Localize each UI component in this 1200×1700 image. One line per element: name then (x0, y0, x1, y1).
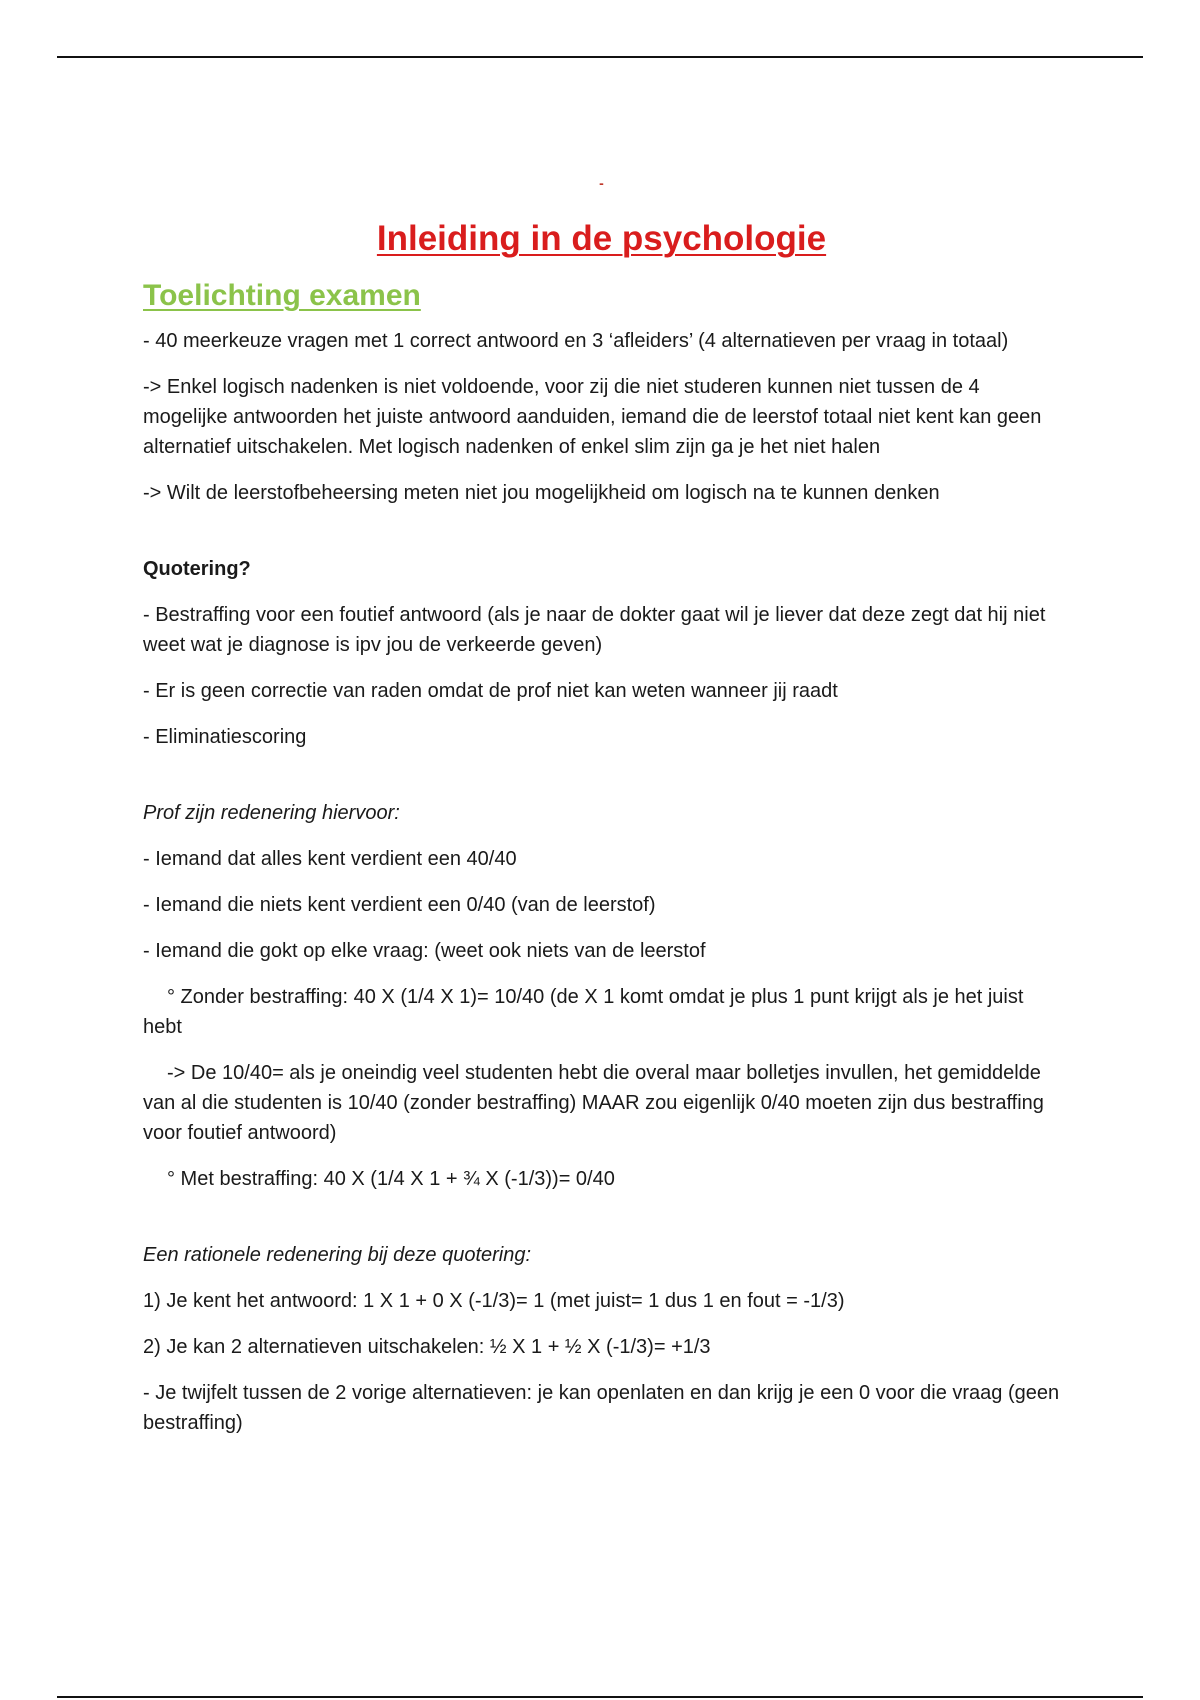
quotering-item: - Bestraffing voor een foutief antwoord (als je naar de dokter gaat wil je liever dat deze zegt dat hij niet weet wat je diagnose is ipv jou de verkeerde geven) (143, 604, 1046, 656)
prof-reasoning-subitem: ° Zonder bestraffing: 40 X (1/4 X 1)= 10/40 (de X 1 komt omdat je plus 1 punt krijgt als je het juist hebt (143, 986, 1024, 1038)
prof-reasoning-subitem: -> De 10/40= als je oneindig veel studenten hebt die overal maar bolletjes invullen, het gemiddelde van al die studenten is 10/40 (zonder bestraffing) MAAR zou eigenlijk 0/40 moeten zijn dus bestraffing voor foutief antwoord) (143, 1062, 1044, 1144)
intro-paragraph: -> Enkel logisch nadenken is niet voldoende, voor zij die niet studeren kunnen niet tussen de 4 mogelijke antwoorden het juiste antwoord aanduiden, iemand die de leerstof totaal niet kent kan geen alternatief uitschakelen. Met logisch nadenken of enkel slim zijn ga je het niet halen (143, 376, 1042, 458)
rational-reasoning-item: - Je twijfelt tussen de 2 vorige alternatieven: je kan openlaten en dan krijg je een 0 voor die vraag (geen bestraffing) (143, 1382, 1060, 1434)
header-rule (57, 56, 1143, 58)
prof-reasoning-item: - Iemand die niets kent verdient een 0/40 (van de leerstof) (143, 894, 656, 916)
quotering-item: - Eliminatiescoring (143, 726, 307, 748)
section-title: Toelichting examen (143, 279, 421, 312)
intro-paragraph: - 40 meerkeuze vragen met 1 correct antwoord en 3 ‘afleiders’ (4 alternatieven per vraag in totaal) (143, 330, 1009, 352)
quotering-item: - Er is geen correctie van raden omdat de prof niet kan weten wanneer jij raadt (143, 680, 838, 702)
document-title: Inleiding in de psychologie (376, 219, 827, 258)
document-page (143, 176, 1060, 1454)
rational-reasoning-heading: Een rationele redenering bij deze quotering: (143, 1244, 532, 1266)
dash-mark: - (599, 175, 604, 191)
quotering-heading: Quotering? (143, 558, 251, 580)
rational-reasoning-item: 1) Je kent het antwoord: 1 X 1 + 0 X (-1/3)= 1 (met juist= 1 dus 1 en fout = -1/3) (143, 1290, 845, 1312)
rational-reasoning-item: 2) Je kan 2 alternatieven uitschakelen: ½ X 1 + ½ X (-1/3)= +1/3 (143, 1336, 711, 1358)
footer-rule (57, 1696, 1143, 1698)
prof-reasoning-heading: Prof zijn redenering hiervoor: (143, 802, 400, 824)
intro-paragraph: -> Wilt de leerstofbeheersing meten niet jou mogelijkheid om logisch na te kunnen denken (143, 482, 940, 504)
prof-reasoning-subitem: ° Met bestraffing: 40 X (1/4 X 1 + ¾ X (-1/3))= 0/40 (167, 1168, 615, 1190)
prof-reasoning-item: - Iemand dat alles kent verdient een 40/40 (143, 848, 517, 870)
prof-reasoning-item: - Iemand die gokt op elke vraag: (weet ook niets van de leerstof (143, 940, 706, 962)
